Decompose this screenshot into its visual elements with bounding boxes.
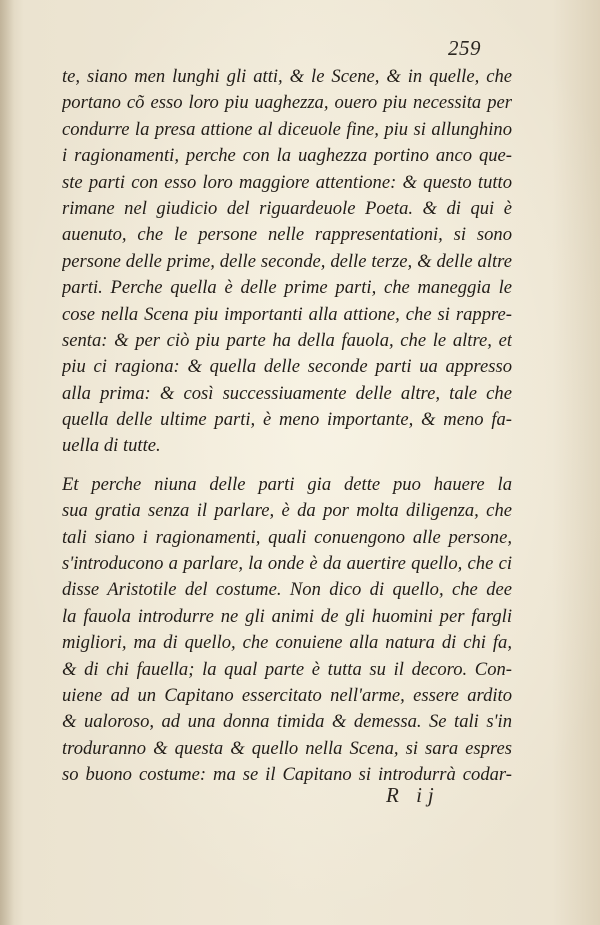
- text-line: rimane nel giudicio del riguardeuole Poeta. & di qui è: [62, 197, 512, 219]
- text-line: quella delle ultime parti, è meno importante, & meno fa-: [62, 409, 512, 431]
- text-line: & di chi fauella; la qual parte è tutta su il decoro. Con-: [62, 658, 512, 680]
- text-line: so buono costume: ma se il Capitano si introdurrà codar-: [62, 764, 512, 786]
- text-line: Et perche niuna delle parti gia dette puo hauere la: [62, 473, 512, 495]
- text-line: la fauola introdurre ne gli animi de gli huomini per fargli: [62, 605, 512, 627]
- text-line: piu ci ragiona: & quella delle seconde parti ua appresso: [62, 356, 512, 378]
- text-line: & ualoroso, ad una donna timida & demessa. Se tali s'in: [62, 711, 512, 733]
- paragraph-2: [62, 472, 512, 789]
- text-line: uella di tutte.: [62, 435, 161, 457]
- text-line: ste parti con esso loro maggiore attentione: & questo tutto: [62, 171, 512, 193]
- text-line: auenuto, che le persone nelle rappresentationi, si sono: [62, 224, 512, 246]
- text-line: disse Aristotile del costume. Non dico di quello, che dee: [62, 579, 512, 601]
- paragraph-1: [62, 64, 512, 460]
- text-line: alla prima: & così successiuamente delle altre, tale che: [62, 382, 512, 404]
- paragraph-gap: [62, 460, 512, 472]
- text-line: troduranno & questa & quello nella Scena, si sara espres: [62, 737, 512, 759]
- text-line: senta: & per ciò piu parte ha della fauola, che le altre, et: [62, 329, 512, 351]
- text-line: te, siano men lunghi gli atti, & le Scene, & in quelle, che: [62, 66, 512, 87]
- text-line: tali siano i ragionamenti, quali conuengono alle persone,: [62, 526, 512, 548]
- text-line: sua gratia senza il parlare, è da por molta diligenza, che: [62, 500, 512, 522]
- text-line: portano cõ esso loro piu uaghezza, ouero piu necessita per: [62, 92, 512, 114]
- text-line: s'introducono a parlare, la onde è da auertire quello, che ci: [62, 553, 512, 575]
- text-line: migliori, ma di quello, che conuiene alla natura di chi fa,: [62, 632, 512, 654]
- text-line: uiene ad un Capitano essercitato nell'arme, essere ardito: [62, 684, 512, 706]
- text-line: parti. Perche quella è delle prime parti, che maneggia le: [62, 277, 512, 299]
- text-line: i ragionamenti, perche con la uaghezza portino anco que-: [62, 145, 512, 167]
- text-line: condurre la presa attione al diceuole fine, piu si allunghino: [62, 118, 512, 140]
- text-block: [62, 64, 512, 789]
- text-line: cose nella Scena piu importanti alla attione, che si rappre-: [62, 303, 512, 325]
- text-line: persone delle prime, delle seconde, delle terze, & delle altre: [62, 250, 512, 272]
- page-number: 259: [448, 36, 481, 60]
- signature-mark: R ij: [386, 783, 440, 807]
